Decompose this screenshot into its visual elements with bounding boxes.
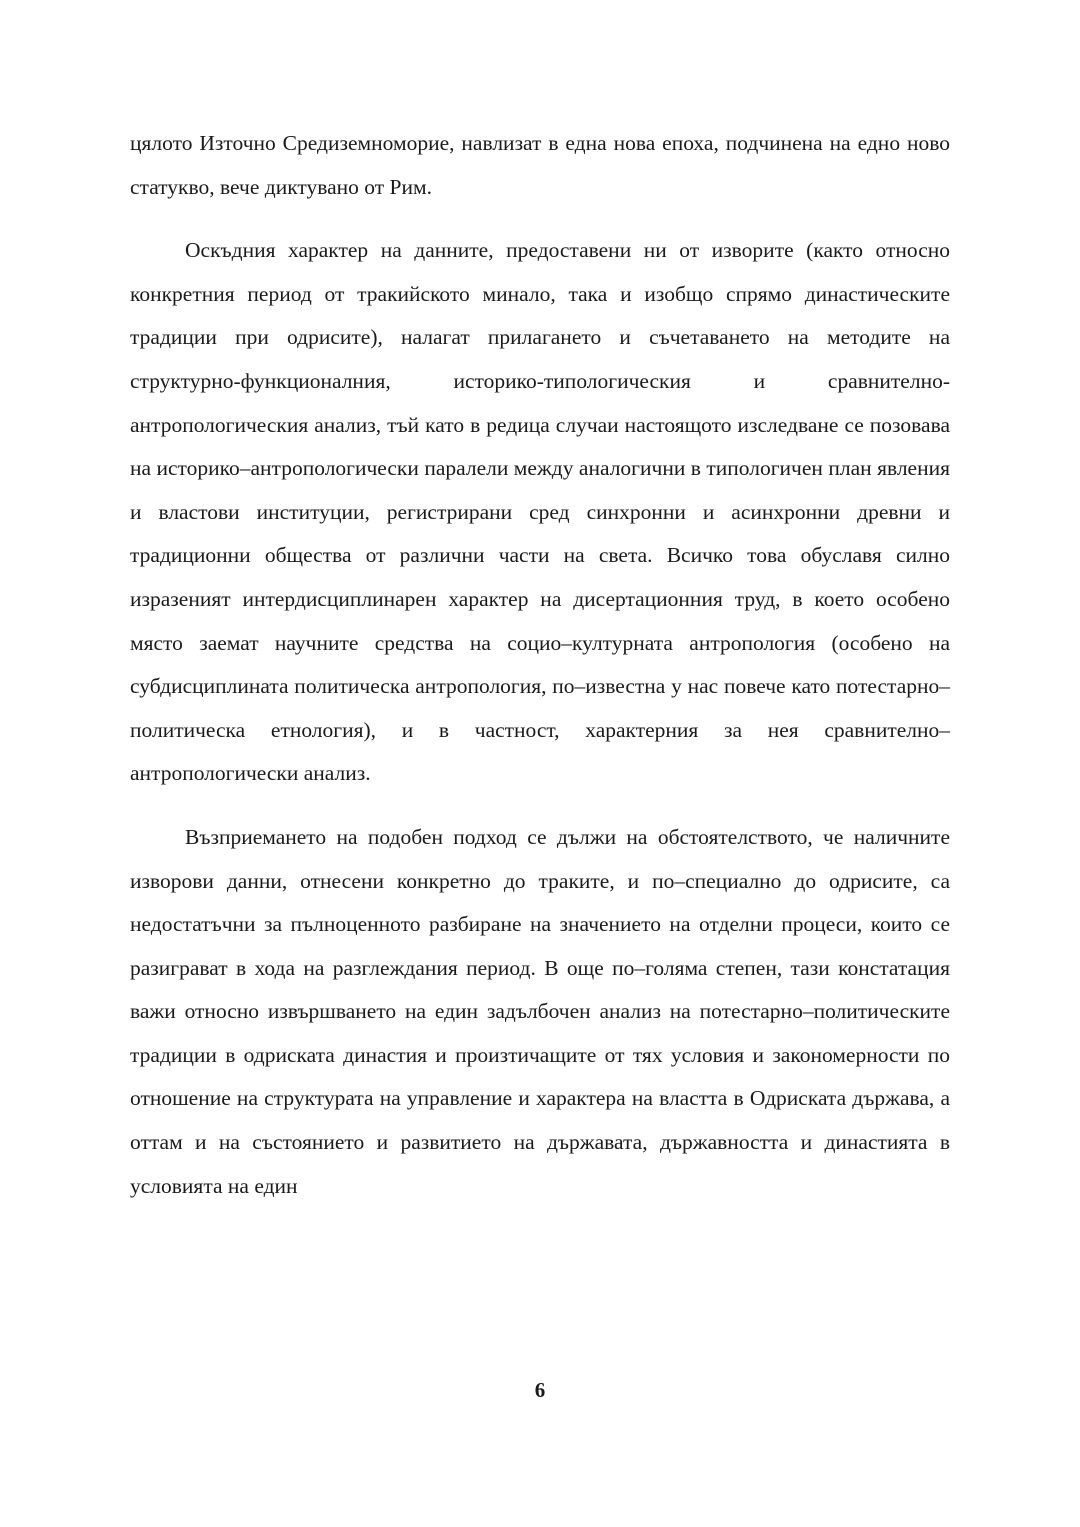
body-text — [130, 122, 950, 1208]
page-number: 6 — [534, 1378, 546, 1402]
paragraph-2: Оскъдния характер на данните, предоставени ни от изворите (както относно конкретния период от тракийското минало, така и изобщо спрямо династическите традиции при одрисите), налагат прилагането и съчетаването на методите на структурно-функционалния, историко-типологическия и сравнително-антропологическия анализ, тъй като в редица случаи настоящото изследване се позовава на историко–антропологически паралели между аналогични в типологичен план явления и властови институции, регистрирани сред синхронни и асинхронни древни и традиционни общества от различни части на света. Всичко това обуславя силно изразеният интердисциплинарен характер на дисертационния труд, в което особено място заемат научните средства на социо–културната антропология (особено на субдисциплината политическа антропология, по–известна у нас повече като потестарно–политическа етнология), и в частност, характерния за нея сравнително–антропологически анализ. — [130, 238, 950, 786]
paragraph-1: цялото Източно Средиземноморие, навлизат в една нова епоха, подчинена на едно ново статукво, вече диктувано от Рим. — [130, 131, 950, 199]
paragraph-3: Възприемането на подобен подход се дължи на обстоятелството, че наличните изворови данни, отнесени конкретно до траките, и по–специално до одрисите, са недостатъчни за пълноценното разбиране на значението на отделни процеси, които се разиграват в хода на разглеждания период. В още по–голяма степен, тази констатация важи относно извършването на един задълбочен анализ на потестарно–политическите традиции в одриската династия и произтичащите от тях условия и закономерности по отношение на структурата на управление и характера на властта в Одриската държава, а оттам и на състоянието и развитието на държавата, държавността и династията в условията на един — [130, 824, 950, 1198]
